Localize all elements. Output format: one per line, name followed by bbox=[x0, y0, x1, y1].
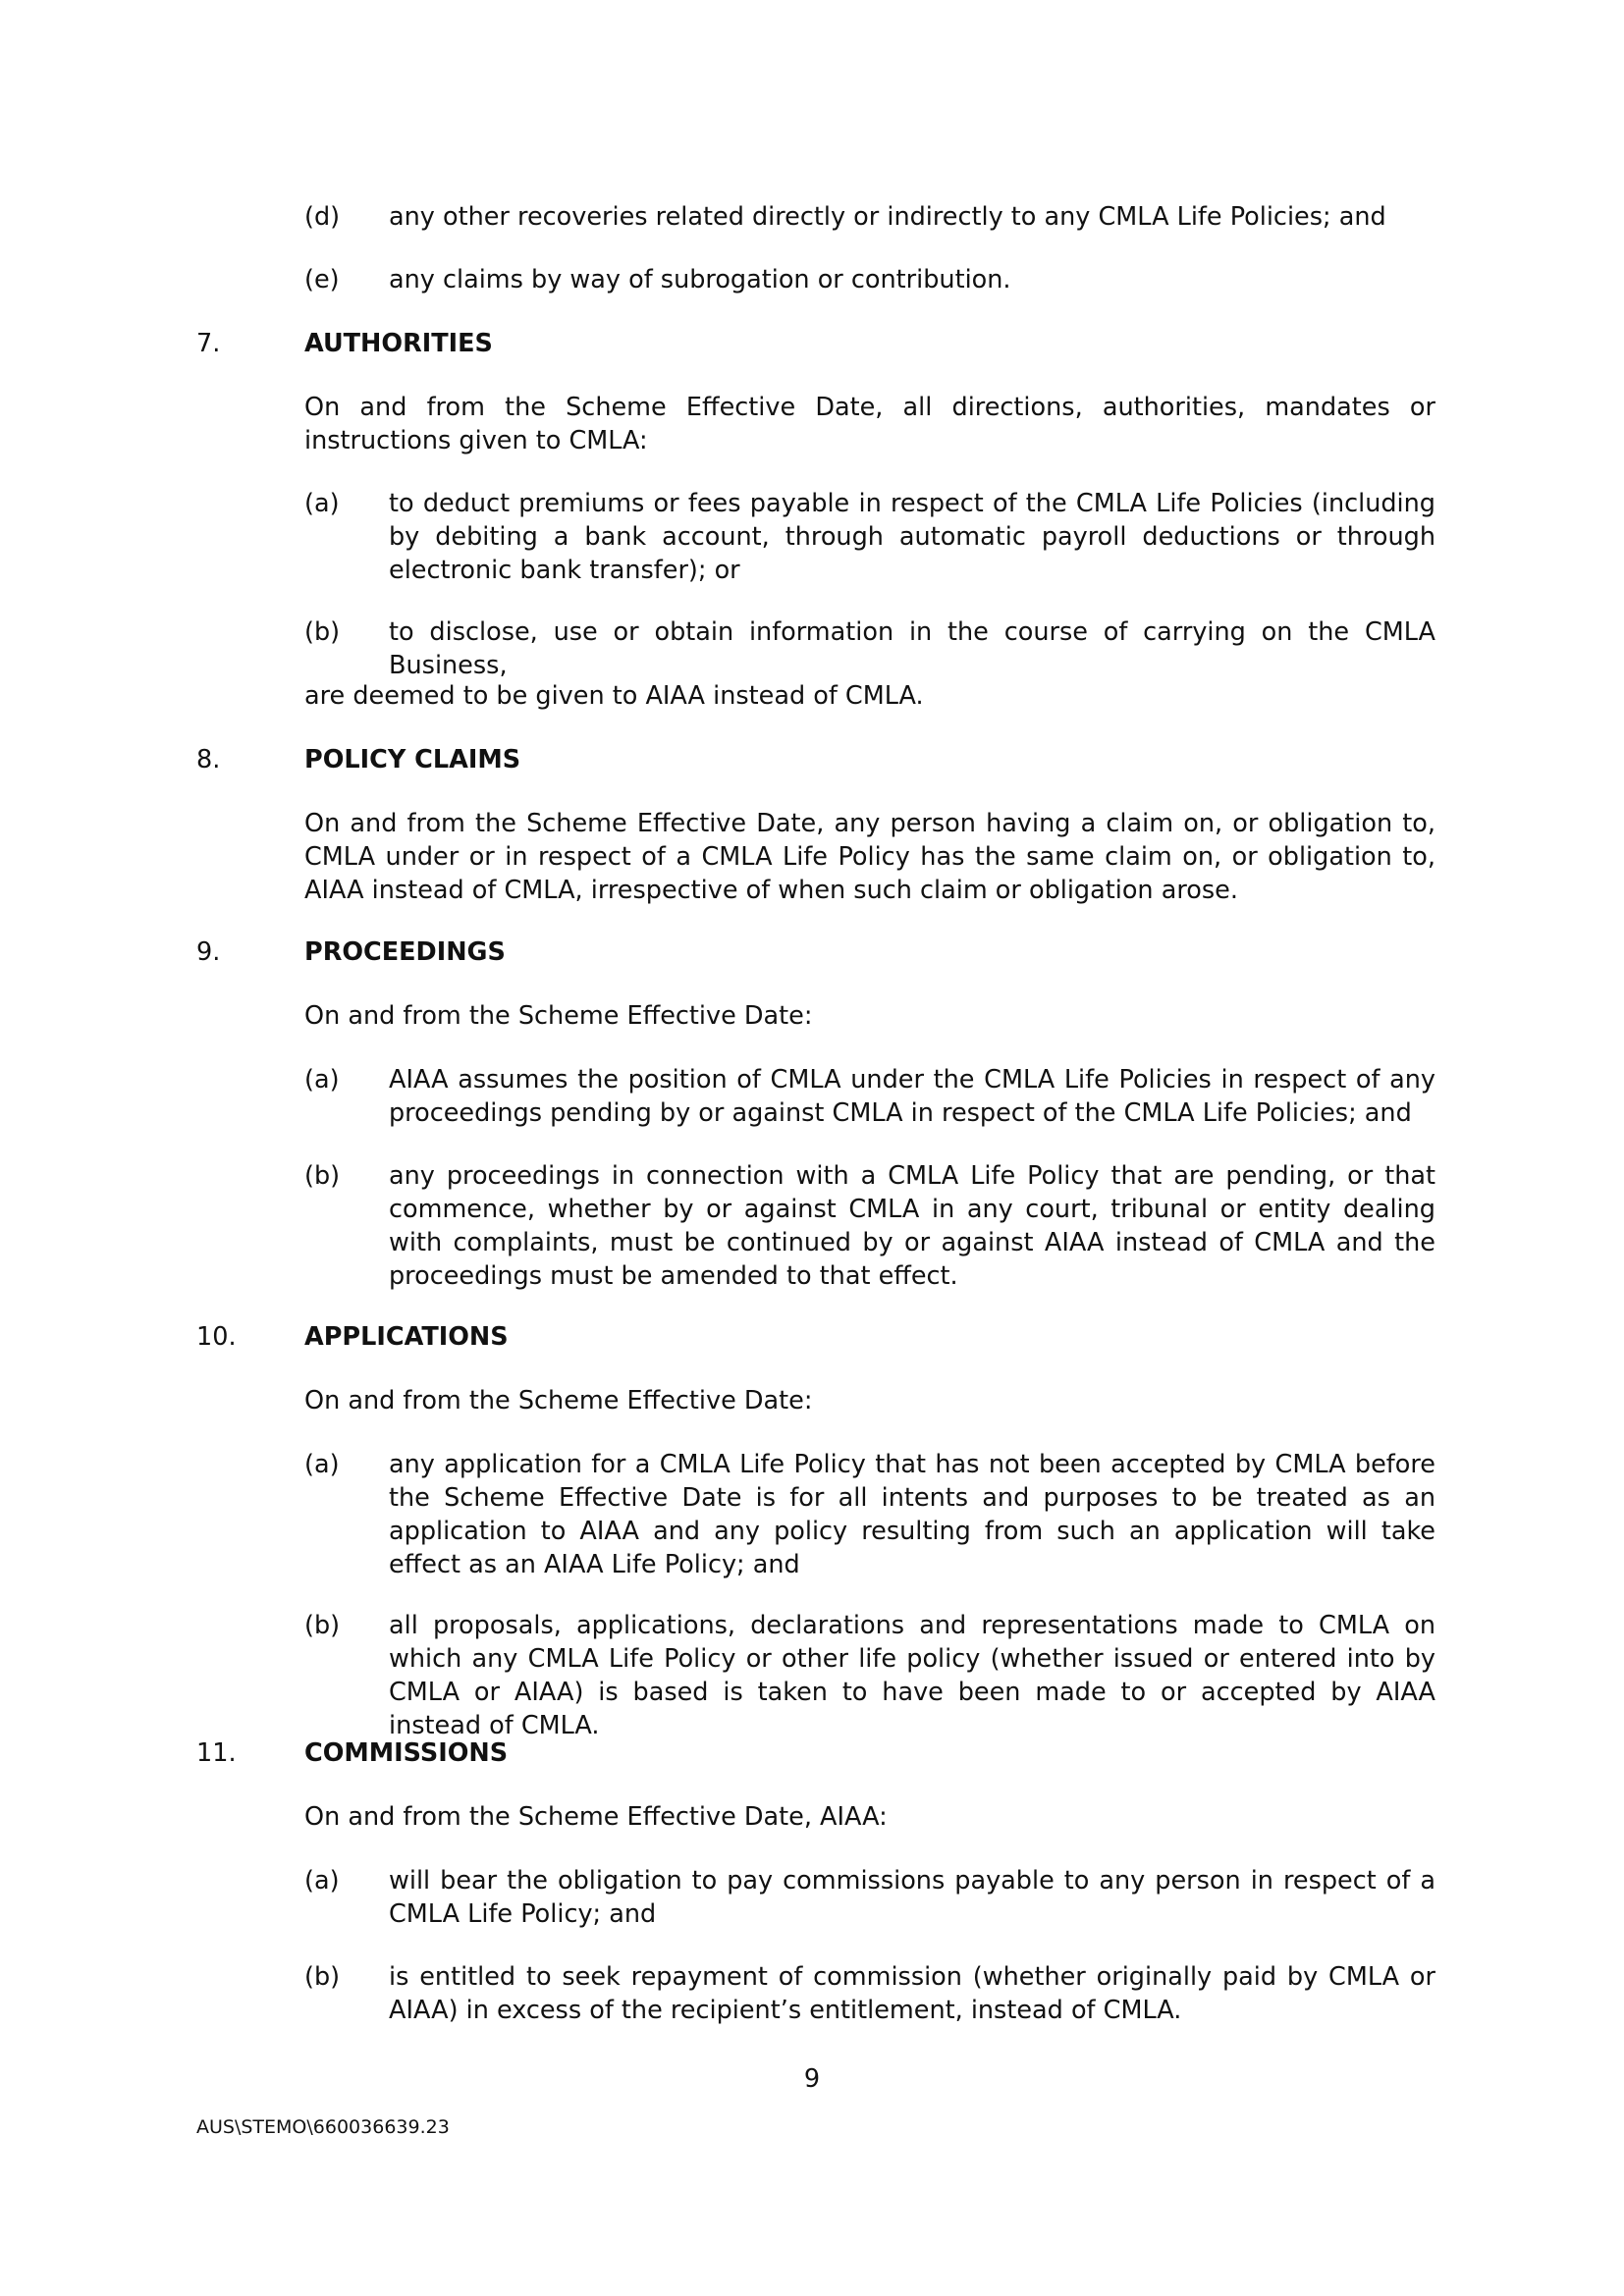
section-number: 10. bbox=[196, 1322, 237, 1352]
section-intro: On and from the Scheme Effective Date: bbox=[304, 1386, 813, 1415]
list-item bbox=[304, 1960, 1435, 2027]
section-number: 7. bbox=[196, 329, 221, 358]
item-text: any application for a CMLA Life Policy that has not been accepted by CMLA before the Scheme Effective Date is for all intents and purposes to be treated as an application to AIAA and any policy resulting from such an application will take effect as an AIAA Life Policy; and bbox=[389, 1450, 1435, 1579]
section-number: 11. bbox=[196, 1738, 237, 1768]
section-intro: On and from the Scheme Effective Date, any person having a claim on, or obligation to, CMLA under or in respect of a CMLA Life Policy has the same claim on, or obligation to, AIAA instead of CMLA, irrespective of when such claim or obligation arose. bbox=[304, 809, 1435, 905]
list-item bbox=[304, 1063, 1435, 1130]
section-title: PROCEEDINGS bbox=[304, 937, 506, 967]
section-title: COMMISSIONS bbox=[304, 1738, 509, 1768]
item-text: all proposals, applications, declarations and representations made to CMLA on which any CMLA Life Policy or other life policy (whether issued or entered into by CMLA or AIAA) is based is taken to have been made to or accepted by AIAA instead of CMLA. bbox=[389, 1611, 1435, 1740]
list-item bbox=[304, 487, 1435, 587]
list-item bbox=[304, 263, 1435, 296]
list-item bbox=[304, 1864, 1435, 1931]
document-reference: AUS\STEMO\660036639.23 bbox=[196, 2116, 450, 2138]
section-closing: are deemed to be given to AIAA instead of CMLA. bbox=[304, 681, 924, 711]
item-marker: (b) bbox=[304, 1962, 341, 1992]
list-item bbox=[304, 1448, 1435, 1581]
section-intro: On and from the Scheme Effective Date: bbox=[304, 1001, 813, 1031]
list-item bbox=[304, 615, 1435, 682]
item-text: is entitled to seek repayment of commission (whether originally paid by CMLA or AIAA) in excess of the recipient’s entitlement, instead of CMLA. bbox=[389, 1962, 1435, 2025]
item-text: any claims by way of subrogation or contribution. bbox=[389, 265, 1011, 294]
item-text: to disclose, use or obtain information in the course of carrying on the CMLA Business, bbox=[389, 617, 1435, 680]
list-item bbox=[304, 1609, 1435, 1742]
item-marker: (a) bbox=[304, 1065, 340, 1095]
section-number: 9. bbox=[196, 937, 221, 967]
item-text: AIAA assumes the position of CMLA under the CMLA Life Policies in respect of any proceedings pending by or against CMLA in respect of the CMLA Life Policies; and bbox=[389, 1065, 1435, 1128]
section-number: 8. bbox=[196, 745, 221, 774]
section-intro: On and from the Scheme Effective Date, all directions, authorities, mandates or instructions given to CMLA: bbox=[304, 393, 1435, 455]
item-marker: (a) bbox=[304, 1866, 340, 1896]
item-marker: (b) bbox=[304, 1161, 341, 1191]
section-title: AUTHORITIES bbox=[304, 329, 493, 358]
section-title: POLICY CLAIMS bbox=[304, 745, 521, 774]
item-text: any other recoveries related directly or indirectly to any CMLA Life Policies; and bbox=[389, 202, 1386, 232]
item-marker: (a) bbox=[304, 1450, 340, 1479]
list-item bbox=[304, 200, 1435, 234]
item-marker: (b) bbox=[304, 617, 341, 647]
item-marker: (e) bbox=[304, 265, 340, 294]
item-marker: (b) bbox=[304, 1611, 341, 1640]
item-marker: (d) bbox=[304, 202, 341, 232]
item-text: any proceedings in connection with a CMLA Life Policy that are pending, or that commence, whether by or against CMLA in any court, tribunal or entity dealing with complaints, must be continued by or against AIAA instead of CMLA and the proceedings must be amended to that effect. bbox=[389, 1161, 1435, 1291]
list-item bbox=[304, 1159, 1435, 1293]
item-marker: (a) bbox=[304, 489, 340, 518]
item-text: to deduct premiums or fees payable in respect of the CMLA Life Policies (including by debiting a bank account, through automatic payroll deductions or through electronic bank transfer); or bbox=[389, 489, 1435, 585]
section-title: APPLICATIONS bbox=[304, 1322, 509, 1352]
item-text: will bear the obligation to pay commissions payable to any person in respect of a CMLA Life Policy; and bbox=[389, 1866, 1435, 1929]
section-intro: On and from the Scheme Effective Date, AIAA: bbox=[304, 1802, 888, 1832]
page-number: 9 bbox=[803, 2064, 821, 2094]
